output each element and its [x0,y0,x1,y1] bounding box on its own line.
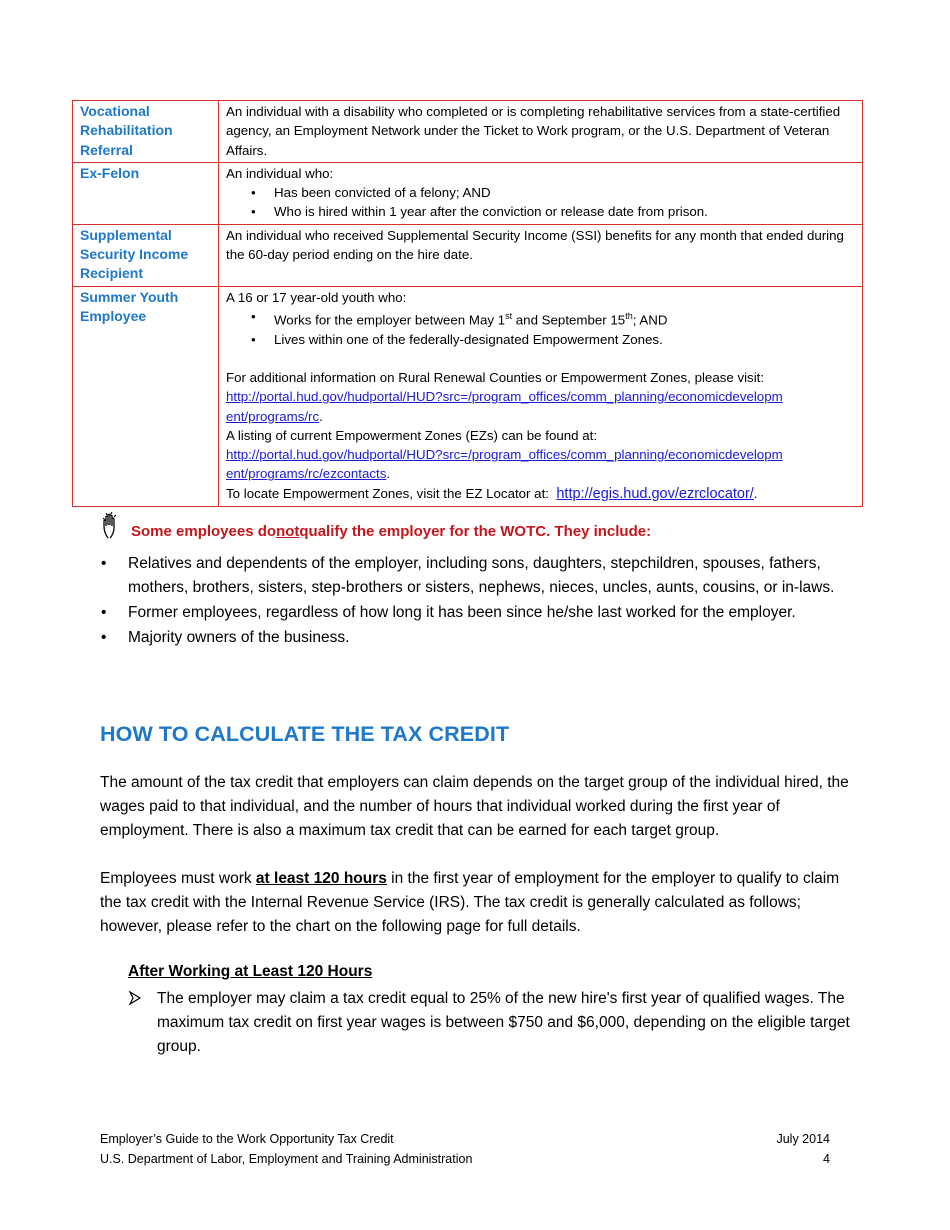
term-cell [73,224,219,286]
ordinal-suffix: th [625,310,633,321]
term-label: Referral [80,141,133,158]
hand-icon [100,512,128,540]
ordinal-suffix: st [505,310,513,321]
period: . [753,485,758,501]
term-label: Recipient [80,265,144,282]
term-label: Security Income [80,246,189,263]
term-cell [73,162,219,224]
definition-bullets [226,307,856,349]
period: . [319,408,323,424]
warning-text: Some employees do [131,523,277,540]
term-label: Employee [80,307,147,324]
definition-cell [219,101,863,163]
exclusions-list [100,552,850,651]
bullet-text: and September 15 [512,312,626,328]
paragraph-emphasis: at least 120 hours [255,870,387,887]
section-title: HOW TO CALCULATE THE TAX CREDIT [100,722,510,746]
term-cell [73,101,219,163]
list-item [274,307,856,330]
definition-bullets [226,183,856,222]
table-row [73,224,863,286]
definition-text: An individual with a disability who completed or is completing rehabilitative services from a state-certified agency, an Employment Network under the Ticket to Work program, or the U.S. Department of Veteran Affairs. [226,104,841,158]
definition-text: An individual who received Supplemental Security Income (SSI) benefits for any month that ended during the 60-day period ending on the hire date. [226,227,844,263]
link-text[interactable]: http://portal.hud.gov/hudportal/HUD?src=/program_offices/comm_planning/economicdevelopm [226,447,783,463]
term-label: Supplemental [80,226,172,243]
arrow-bullet-icon [128,987,142,1017]
term-label: Ex-Felon [80,164,140,181]
arrow-list-item [128,987,853,1059]
warning-heading [100,512,651,540]
definition-cell [219,162,863,224]
list-item: • Has been convicted of a felony; AND [274,183,856,202]
definition-intro: An individual who: [226,165,334,181]
warning-text: qualify the employer for the WOTC. They include: [299,523,652,540]
definition-intro: A 16 or 17 year-old youth who: [226,289,407,305]
list-item: • Who is hired within 1 year after the conviction or release date from prison. [274,202,856,221]
period: . [386,466,391,482]
footer-title: Employer’s Guide to the Work Opportunity Tax Credit [100,1132,394,1146]
warning-emphasis: not [276,523,300,540]
locate-text: To locate Empowerment Zones, visit the EZ Locator at: [226,485,549,501]
list-item: • Lives within one of the federally-designated Empowerment Zones. [274,330,856,349]
list-item: • Majority owners of the business. [100,626,850,650]
list-item: • Former employees, regardless of how long it has been since he/she last worked for the employer. [100,601,850,625]
target-group-table [72,100,863,507]
table-row [73,286,863,506]
rural-renewal-link[interactable] [226,387,856,426]
paragraph-text: in the first year of employment for the employer to qualify to claim the tax credit with the Internal Revenue Service (IRS). The tax credit is generally calculated as follows; however, please refer to the chart on the following page for full details. [100,870,840,935]
arrow-item-text: The employer may claim a tax credit equal to 25% of the new hire's first year of qualified wages. The maximum tax credit on first year wages is between $750 and $6,000, depending on the eligible target group. [157,990,850,1055]
term-label: Vocational [80,103,150,119]
paragraph [100,867,860,939]
ez-contacts-link[interactable] [226,445,856,484]
page-footer [100,1129,830,1169]
spacer [226,349,856,368]
bullet-text: Works for the employer between May 1 [274,312,506,328]
definition-cell [219,286,863,506]
term-label: Rehabilitation [80,122,173,139]
link-text[interactable]: ent/programs/rc [226,408,320,424]
listing-text: A listing of current Empowerment Zones (EZs) can be found at: [226,427,598,443]
link-text[interactable]: ent/programs/rc/ezcontacts [226,466,387,482]
page-number: 4 [823,1152,830,1166]
table-row [73,101,863,163]
table-row [73,162,863,224]
list-item: • Relatives and dependents of the employer, including sons, daughters, stepchildren, spouses, fathers, mothers, brothers, sisters, step-brothers or sisters, nephews, nieces, uncles, aunts, cousins, or in-laws. [100,552,850,600]
term-cell [73,286,219,506]
paragraph: The amount of the tax credit that employers can claim depends on the target group of the individual hired, the wages paid to that individual, and the number of hours that individual worked during the first year of employment. There is also a maximum tax credit that can be earned for each target group. [100,774,849,839]
term-label: Summer Youth [80,288,179,305]
paragraph-text: Employees must work [100,870,256,887]
link-text[interactable]: http://portal.hud.gov/hudportal/HUD?src=/program_offices/comm_planning/economicdevelopm [226,389,783,405]
ez-locator-link[interactable]: http://egis.hud.gov/ezrclocator/ [556,485,754,502]
locator-line [226,484,856,504]
info-text: For additional information on Rural Renewal Counties or Empowerment Zones, please visit: [226,369,765,385]
bullet-text: ; AND [632,312,668,328]
footer-org: U.S. Department of Labor, Employment and Training Administration [100,1152,473,1166]
footer-date: July 2014 [776,1132,830,1146]
subheading: After Working at Least 120 Hours [128,963,373,980]
definition-cell [219,224,863,286]
